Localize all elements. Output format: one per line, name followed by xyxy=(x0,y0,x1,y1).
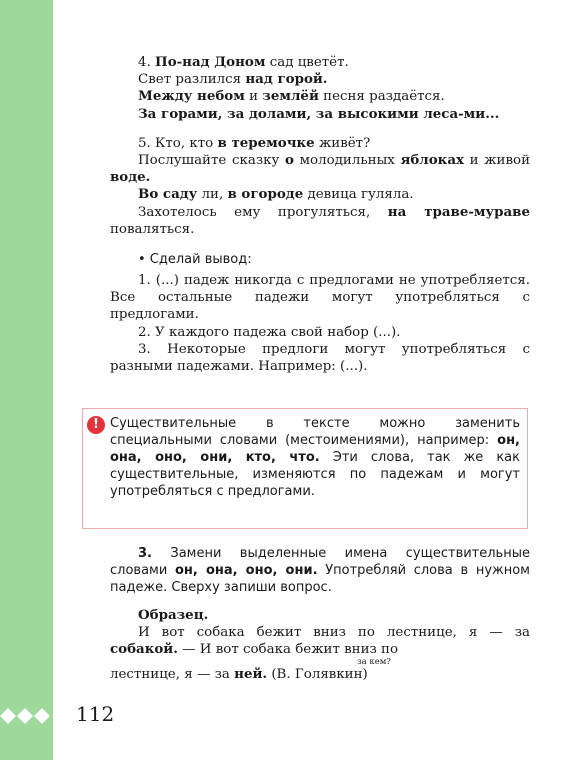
text-line xyxy=(110,106,530,123)
exercise-4 xyxy=(110,54,530,123)
bold-phrase: о xyxy=(285,152,294,169)
sample-label xyxy=(110,607,530,624)
bold-phrase: собакой. xyxy=(110,641,178,658)
text-run: — И вот собака бежит вниз по xyxy=(177,642,399,658)
text-run: 5. Кто, кто xyxy=(138,135,218,151)
text-run: (В. Голявкин) xyxy=(267,666,368,682)
zigzag-ornament-icon xyxy=(0,705,53,727)
text-line xyxy=(110,135,530,152)
bold-phrase: он, она, оно, они. xyxy=(175,563,318,578)
conclusion-prompt: • Сделай вывод: xyxy=(138,252,252,268)
text-line xyxy=(110,71,530,88)
text-run: Существительные в тексте можно заменить специальными словами (местоимениями), например: xyxy=(110,416,520,448)
text-run: Послушайте сказку xyxy=(138,153,286,169)
text-run: и живой xyxy=(463,153,530,169)
text-line xyxy=(110,152,530,186)
task-number: 3. xyxy=(138,546,152,561)
text-run: сад цветёт. xyxy=(265,55,349,70)
task-3 xyxy=(110,545,530,596)
exercise-5 xyxy=(110,135,530,238)
text-run: Захотелось ему прогуляться, xyxy=(138,204,388,220)
text-run: Свет разлился xyxy=(138,72,246,88)
text-run: Эти слова, так же как существительные, изменяются по падежам и могут употребляться с предлогами. xyxy=(110,450,520,499)
exercise-block xyxy=(110,54,530,375)
text-line xyxy=(110,186,530,203)
text-line xyxy=(110,88,530,105)
text-run: и xyxy=(244,89,263,105)
sample-line-2 xyxy=(110,666,530,683)
text-run: Употребляй слова в нужном падеже. Сверху запиши вопрос. xyxy=(110,563,530,595)
text-run: поваляться. xyxy=(110,221,195,237)
text-run: ли, xyxy=(197,187,228,203)
bold-phrase: над горой. xyxy=(245,71,328,88)
text-line xyxy=(110,54,530,71)
text-run: молодильных xyxy=(293,153,401,169)
task-3-text xyxy=(110,545,530,596)
bold-phrase: По-над Доном xyxy=(155,54,266,70)
sample-label-text: Образец. xyxy=(138,607,209,623)
bold-phrase: воде. xyxy=(110,169,151,186)
text-run: И вот собака бежит вниз по лестнице, я — за xyxy=(138,625,530,641)
page-number: 112 xyxy=(76,702,115,726)
text-run: 4. xyxy=(138,55,156,70)
side-color-band xyxy=(0,0,53,760)
bold-phrase: в огороде xyxy=(227,186,304,203)
text-run: Замени выделенные имена существительные словами xyxy=(110,546,530,578)
sample-line-1 xyxy=(110,624,530,658)
bold-phrase: За горами, за долами, за высокими леса-ми... xyxy=(138,105,500,122)
bold-phrase: он, она, оно, они, кто, что. xyxy=(110,433,520,465)
exclamation-icon: ! xyxy=(87,416,105,434)
conclusion-list xyxy=(110,272,530,375)
task-instruction xyxy=(110,546,530,595)
bold-phrase: яблоках xyxy=(400,152,464,169)
conclusion-item: 1. (...) падеж никогда с предлогами не употребляется. Все остальные падежи могут употребляться с предлогами. xyxy=(110,273,530,323)
conclusion-item: 3. Некоторые предлоги могут употребляться с разными падежами. Например: (...). xyxy=(110,341,530,375)
text-line xyxy=(110,204,530,238)
question-annotation: за кем? xyxy=(357,656,391,667)
bold-phrase: Между небом xyxy=(138,88,245,105)
conclusion-item: 2. У каждого падежа свой набор (...). xyxy=(138,324,401,340)
text-run: живёт? xyxy=(314,135,371,151)
bold-phrase: Во саду xyxy=(138,186,198,203)
rule-note-text xyxy=(110,415,520,500)
text-run: лестнице, я — за xyxy=(110,666,235,682)
text-run: девица гуляла. xyxy=(303,187,414,203)
bold-phrase: в теремочке xyxy=(217,134,315,151)
text-run: песня раздаётся. xyxy=(318,89,445,105)
bold-phrase: ней. xyxy=(234,665,268,682)
rule-note-box xyxy=(82,408,528,529)
sample-block xyxy=(110,607,530,683)
bold-phrase: землёй xyxy=(262,88,319,105)
bold-phrase: на траве-мураве xyxy=(387,203,530,220)
